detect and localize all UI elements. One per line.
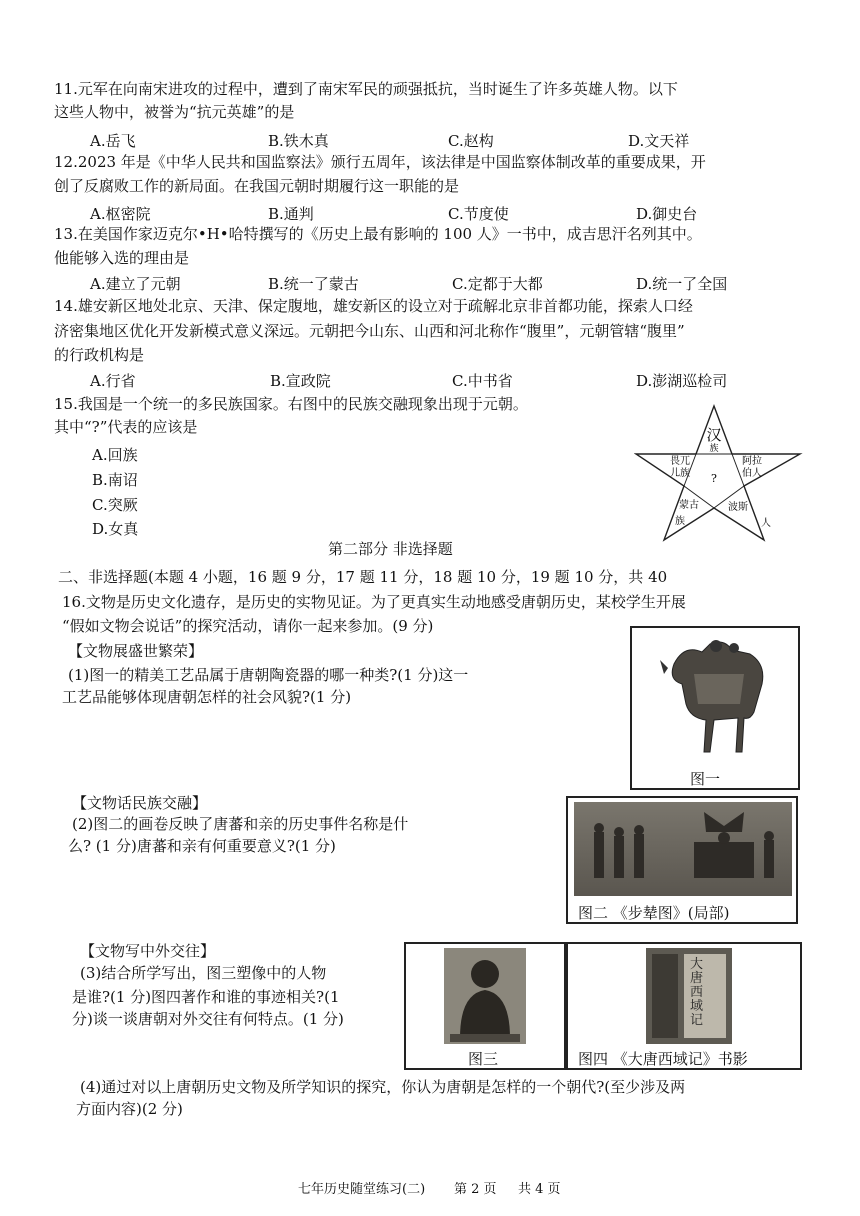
q11-option-c: C.赵构 (448, 132, 494, 150)
q13-stem-line1: 13.在美国作家迈克尔•H•哈特撰写的《历史上最有影响的 100 人》一书中，成吉思汗名列其中。 (54, 225, 702, 243)
star-label-persian-2: 人 (761, 518, 771, 529)
footer-page-number: 第 2 页 (454, 1182, 497, 1197)
star-label-persian-1: 波斯 (728, 502, 748, 513)
q11-option-a: A.岳飞 (90, 132, 136, 150)
figure-3-caption: 图三 (468, 1050, 499, 1068)
star-label-arab-2: 伯人 (742, 468, 762, 479)
star-label-uyghur-2: 儿族 (670, 468, 690, 479)
q16-sub3-title: 【文物写中外交往】 (80, 942, 216, 960)
q14-option-b: B.宣政院 (270, 372, 331, 390)
q16-sub3-question-line1: (3)结合所学写出，图三塑像中的人物 (80, 964, 327, 982)
tri-colored-camel-figurine-image (654, 634, 778, 760)
star-label-mongol-1: 蒙古 (679, 500, 699, 511)
q14-stem-line1: 14.雄安新区地处北京、天津、保定腹地，雄安新区的设立对于疏解北京非首都功能，探索人口经 (54, 297, 693, 315)
q16-sub1-question-line2: 工艺品能够体现唐朝怎样的社会风貌?(1 分) (62, 688, 352, 706)
q12-option-b: B.通判 (268, 205, 314, 223)
q12-option-d: D.御史台 (636, 205, 698, 223)
q15-stem-line2: 其中“?”代表的应该是 (54, 418, 198, 436)
figure-1-frame (630, 626, 800, 790)
q12-option-c: C.节度使 (448, 205, 509, 223)
figure-1-caption: 图一 (690, 770, 721, 788)
q16-sub4-question-line1: (4)通过对以上唐朝历史文物及所学知识的探究，你认为唐朝是怎样的一个朝代?(至少涉及两 (80, 1078, 686, 1096)
q13-option-d: D.统一了全国 (636, 275, 728, 293)
q14-stem-line2: 济密集地区优化开发新模式意义深远。元朝把今山东、山西和河北称作“腹里”，元朝管辖“腹里” (54, 322, 685, 340)
star-label-arab-1: 阿拉 (742, 456, 762, 467)
q15-option-a: A.回族 (92, 446, 138, 464)
book-cover-title: 大唐西域记 (690, 957, 704, 1028)
figure-2-caption: 图二 《步辇图》(局部) (578, 904, 730, 922)
monk-statue-image (444, 948, 526, 1044)
q13-option-a: A.建立了元朝 (90, 275, 181, 293)
q12-option-a: A.枢密院 (90, 205, 151, 223)
q15-option-c: C.突厥 (92, 496, 138, 514)
bunian-tu-painting-image (574, 802, 792, 896)
q14-option-d: D.澎湖巡检司 (636, 372, 728, 390)
q16-sub2-question-line2: 么? (1 分)唐蕃和亲有何重要意义?(1 分) (68, 837, 336, 855)
q16-sub2-title: 【文物话民族交融】 (72, 794, 208, 812)
figure-2-frame (566, 796, 798, 924)
star-label-question: ? (711, 472, 717, 485)
part2-title: 第二部分 非选择题 (328, 540, 453, 558)
q16-sub2-question-line1: (2)图二的画卷反映了唐蕃和亲的历史事件名称是什 (72, 815, 409, 833)
star-label-uyghur-1: 畏兀 (670, 456, 690, 467)
star-label-mongol-2: 族 (675, 516, 685, 527)
q12-stem-line1: 12.2023 年是《中华人民共和国监察法》颁行五周年，该法律是中国监察体制改革的重要成果，开 (54, 153, 706, 171)
ethnic-fusion-star-diagram (634, 404, 804, 544)
q14-stem-line3: 的行政机构是 (54, 346, 145, 364)
q16-sub4-question-line2: 方面内容)(2 分) (76, 1100, 183, 1118)
q13-stem-line2: 他能够入选的理由是 (54, 249, 190, 267)
q16-sub1-question-line1: (1)图一的精美工艺品属于唐朝陶瓷器的哪一种类?(1 分)这一 (68, 666, 469, 684)
q15-option-b: B.南诏 (92, 471, 138, 489)
section2-header: 二、非选择题(本题 4 小题，16 题 9 分，17 题 11 分，18 题 10 分，19 题 10 分，共 40 (58, 568, 668, 586)
q13-option-c: C.定都于大都 (452, 275, 543, 293)
q11-stem-line1: 11.元军在向南宋进攻的过程中，遭到了南宋军民的顽强抵抗，当时诞生了许多英雄人物。以下 (54, 80, 678, 98)
star-label-han-zu: 族 (709, 444, 719, 454)
q13-option-b: B.统一了蒙古 (268, 275, 359, 293)
q16-stem-line2: “假如文物会说话”的探究活动，请你一起来参加。(9 分) (62, 617, 434, 635)
footer-total-pages: 共 4 页 (518, 1182, 561, 1197)
figure-4-caption: 图四 《大唐西域记》书影 (578, 1050, 748, 1068)
q14-option-c: C.中书省 (452, 372, 513, 390)
datang-xiyu-ji-book-image (646, 948, 732, 1044)
q11-option-d: D.文天祥 (628, 132, 690, 150)
star-label-han: 汉 (706, 426, 722, 444)
q15-option-d: D.女真 (92, 520, 139, 538)
q16-sub1-title: 【文物展盛世繁荣】 (68, 642, 204, 660)
q14-option-a: A.行省 (90, 372, 136, 390)
footer-title: 七年历史随堂练习(二) (298, 1182, 426, 1197)
figure-3-frame (404, 942, 566, 1070)
figure-4-frame (566, 942, 802, 1070)
q11-stem-line2: 这些人物中，被誉为“抗元英雄”的是 (54, 103, 295, 121)
q12-stem-line2: 创了反腐败工作的新局面。在我国元朝时期履行这一职能的是 (54, 177, 460, 195)
q16-sub3-question-line2: 是谁?(1 分)图四著作和谁的事迹相关?(1 (72, 988, 340, 1006)
q16-sub3-question-line3: 分)谈一谈唐朝对外交往有何特点。(1 分) (72, 1010, 344, 1028)
q15-stem-line1: 15.我国是一个统一的多民族国家。右图中的民族交融现象出现于元朝。 (54, 395, 528, 413)
q11-option-b: B.铁木真 (268, 132, 329, 150)
q16-stem-line1: 16.文物是历史文化遗存，是历史的实物见证。为了更真实生动地感受唐朝历史，某校学生开展 (62, 593, 686, 611)
